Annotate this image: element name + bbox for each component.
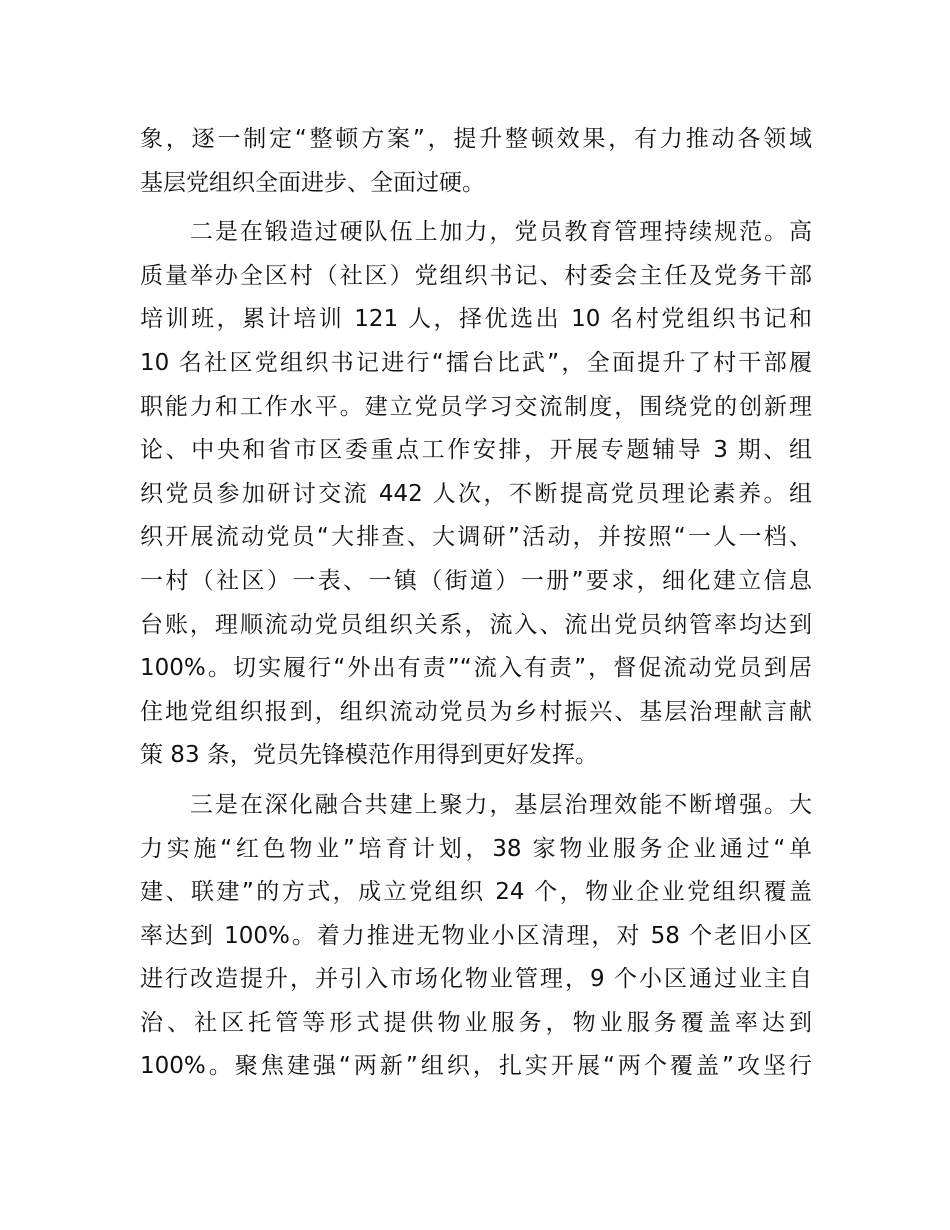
text-line: 职能力和工作水平。建立党员学习交流制度，围绕党的创新理 — [140, 393, 812, 420]
text-line: 一村（社区）一表、一镇（街道）一册”要求，细化建立信息 — [140, 567, 812, 594]
text-line: 进行改造提升，并引入市场化物业管理，9 个小区通过业主自 — [140, 966, 812, 993]
text-line: 建、联建”的方式，成立党组织 24 个，物业企业党组织覆盖 — [140, 879, 812, 906]
text-line: 治、社区托管等形式提供物业服务，物业服务覆盖率达到 — [140, 1009, 812, 1036]
text-line: 基层党组织全面进步、全面过硬。 — [140, 169, 485, 196]
text-line: 10 名社区党组织书记进行“擂台比武”，全面提升了村干部履 — [140, 349, 812, 376]
document-body — [140, 118, 812, 1089]
text-line: 三是在深化融合共建上聚力，基层治理效能不断增强。大 — [140, 791, 812, 818]
text-line: 织开展流动党员“大排查、大调研”活动，并按照“一人一档、 — [140, 524, 812, 551]
text-line: 策 83 条，党员先锋模范作用得到更好发挥。 — [140, 742, 598, 769]
text-line: 台账，理顺流动党员组织关系，流入、流出党员纳管率均达到 — [140, 611, 812, 638]
paragraph-1 — [140, 118, 812, 205]
text-line: 培训班，累计培训 121 人，择优选出 10 名村党组织书记和 — [140, 306, 812, 333]
text-line: 力实施“红色物业”培育计划，38 家物业服务企业通过“单 — [140, 835, 812, 862]
text-line: 象，逐一制定“整顿方案”，提升整顿效果，有力推动各领域 — [140, 126, 812, 152]
text-line: 论、中央和省市区委重点工作安排，开展专题辅导 3 期、组 — [140, 437, 812, 464]
text-line: 二是在锻造过硬队伍上加力，党员教育管理持续规范。高 — [140, 219, 812, 246]
paragraph-2 — [140, 211, 812, 778]
text-line: 100%。聚焦建强“两新”组织，扎实开展“两个覆盖”攻坚行 — [140, 1053, 812, 1080]
text-line: 100%。切实履行“外出有责”“流入有责”，督促流动党员到居 — [140, 655, 812, 682]
text-line: 织党员参加研讨交流 442 人次，不断提高党员理论素养。组 — [140, 480, 812, 507]
paragraph-3 — [140, 784, 812, 1089]
text-line: 住地党组织报到，组织流动党员为乡村振兴、基层治理献言献 — [140, 698, 812, 725]
text-line: 质量举办全区村（社区）党组织书记、村委会主任及党务干部 — [140, 262, 812, 289]
text-line: 率达到 100%。着力推进无物业小区清理，对 58 个老旧小区 — [140, 922, 812, 949]
